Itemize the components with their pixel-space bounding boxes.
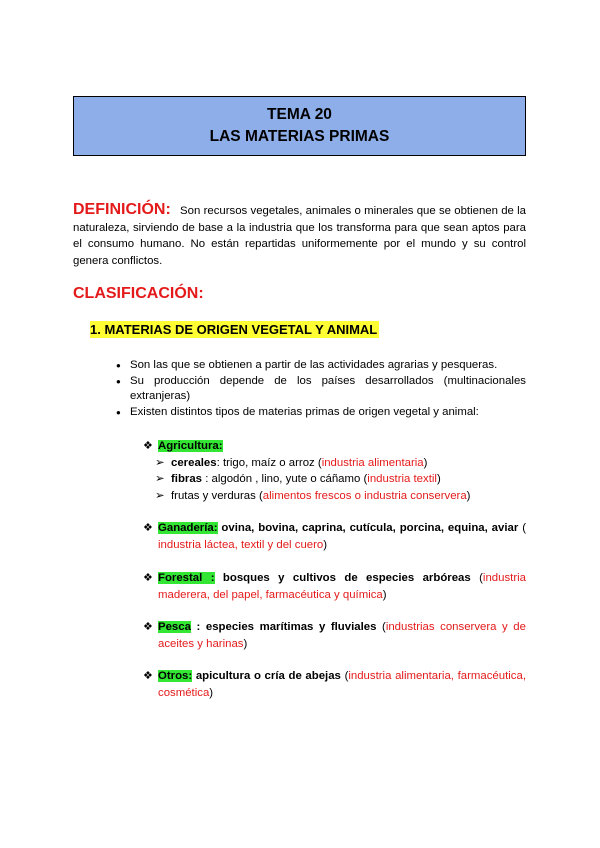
arrow-bullet-icon: ➢: [155, 456, 165, 469]
category-label: Otros:: [158, 670, 193, 682]
list-item: ● Son las que se obtienen a partir de las actividades agrarias y pesqueras.: [116, 358, 526, 374]
category-agricultura: [143, 438, 526, 504]
category-desc: : especies marítimas y fluviales: [190, 621, 377, 633]
category-industry: industria láctea, textil y del cuero: [158, 538, 324, 551]
item-bold: fibras: [171, 473, 203, 485]
classification-heading: CLASIFICACIÓN:: [73, 285, 204, 302]
list-item: ● Su producción depende de los países desarrollados (multinacionales extranjeras): [116, 374, 526, 405]
item-text: frutas y verduras (: [171, 489, 263, 502]
diamond-bullet-icon: ❖: [143, 621, 153, 633]
bullet-list: [116, 358, 526, 420]
category-label: Pesca: [158, 621, 191, 633]
title-box: [73, 96, 526, 156]
item-text: : algodón , lino, yute o cáñamo (: [202, 473, 368, 485]
category-label: Forestal :: [158, 572, 215, 584]
category-paren-end: ): [209, 686, 214, 699]
category-desc: apicultura o cría de abejas: [192, 670, 341, 682]
category-forestal: [143, 570, 526, 603]
category-paren-end: ): [382, 588, 387, 601]
category-otros: [143, 668, 526, 701]
category-label: Agricultura:: [158, 440, 223, 452]
list-item: ● Existen distintos tipos de materias primas de origen vegetal y animal:: [116, 405, 526, 421]
diamond-bullet-icon: ❖: [143, 572, 153, 584]
category-ganaderia: [143, 520, 526, 553]
list-item: [155, 455, 526, 472]
category-paren: (: [340, 670, 349, 682]
title-line-1: TEMA 20: [267, 106, 332, 123]
category-industry: industria maderera, del papel, farmacéutica y química: [158, 572, 526, 601]
diamond-bullet-icon: ❖: [143, 522, 153, 534]
diamond-bullet-icon: ❖: [143, 670, 153, 682]
category-industry: industria alimentaria, farmacéutica, cosmética: [158, 670, 526, 699]
list-item: [155, 471, 526, 488]
category-paren-end: ): [243, 637, 248, 650]
item-text: : trigo, maíz o arroz (: [216, 456, 322, 469]
item-end: ): [423, 456, 428, 469]
item-end: ): [436, 473, 441, 485]
definition-text: Son recursos vegetales, animales o minerales que se obtienen de la naturaleza, sirviendo de base a la industria que los transforma para que sean aptos para el consumo humano. No están repartidas uniformemente por el mundo y su control genera conflictos.: [73, 205, 527, 267]
category-paren: (: [518, 522, 526, 534]
diamond-bullet-icon: ❖: [143, 440, 153, 452]
list-item: [155, 488, 526, 505]
category-paren: (: [470, 572, 483, 584]
item-industry: industria textil: [367, 473, 437, 485]
agricultura-sublist: [155, 455, 526, 505]
category-pesca: [143, 619, 526, 652]
arrow-bullet-icon: ➢: [155, 489, 165, 502]
item-industry: industria alimentaria: [321, 456, 424, 469]
category-paren-end: ): [323, 538, 328, 551]
category-desc: bosques y cultivos de especies arbóreas: [214, 572, 471, 584]
arrow-bullet-icon: ➢: [155, 473, 165, 485]
item-end: ): [466, 489, 471, 502]
item-industry: alimentos frescos o industria conservera: [262, 489, 467, 502]
subheading-text: 1. MATERIAS DE ORIGEN VEGETAL Y ANIMAL: [90, 322, 378, 337]
category-label: Ganadería:: [158, 522, 218, 534]
definition-heading: DEFINICIÓN:: [73, 201, 171, 218]
title-line-2: LAS MATERIAS PRIMAS: [209, 128, 390, 145]
category-industry: industrias conservera y de aceites y harinas: [158, 621, 526, 650]
definition-paragraph: [73, 202, 526, 269]
subheading-vegetal-animal: [90, 322, 379, 337]
category-paren: (: [376, 621, 386, 633]
category-desc: ovina, bovina, caprina, cutícula, porcina, equina, aviar: [217, 522, 519, 534]
item-bold: cereales: [171, 456, 217, 469]
